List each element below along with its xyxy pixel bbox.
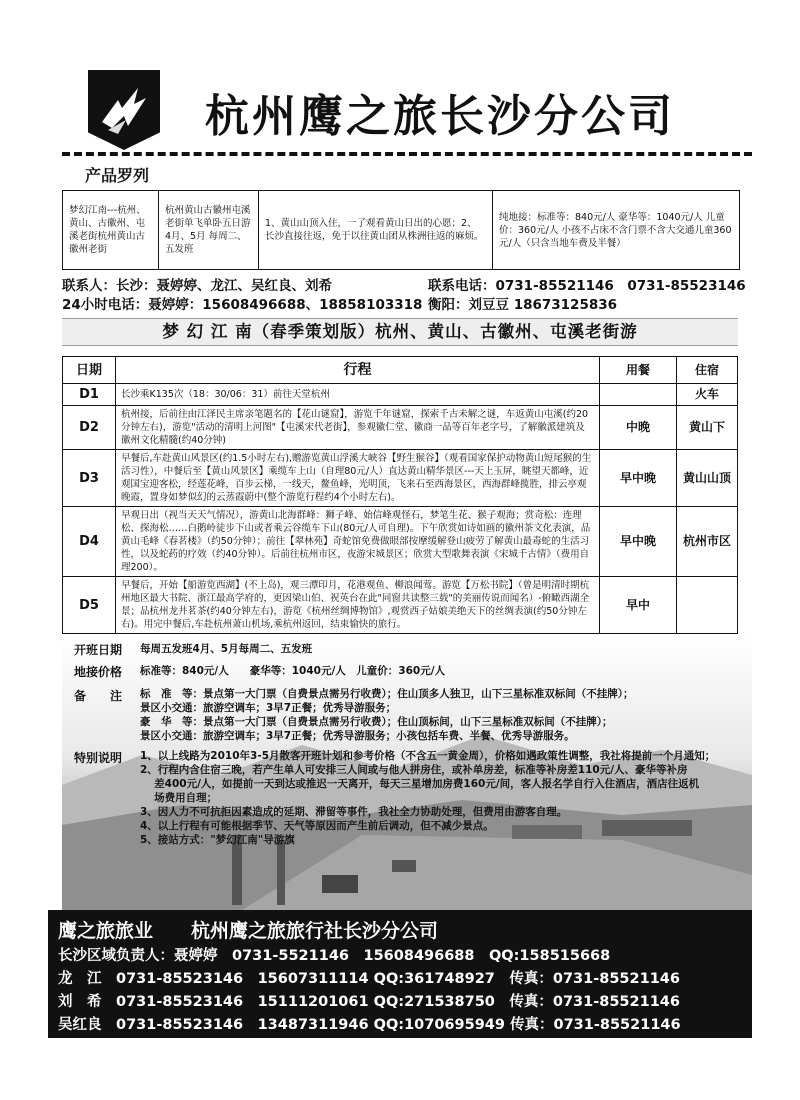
day-cell: D3 [63, 450, 116, 507]
day-cell: D5 [63, 577, 116, 634]
header-divider [62, 152, 752, 156]
price-text: 标准等：840元/人 豪华等：1040元/人 儿童价：360元/人 [140, 665, 446, 677]
remark-line: 景区小交通：旅游空调车；3早7正餐；优秀导游服务；小孩包括车费、半餐、优秀导游服务。 [140, 730, 575, 742]
footer-contact-wuhongliang: 吴红良 0731-85523146 13487311946 QQ:1070695949 传真：0731-85521146 [58, 1017, 681, 1033]
special-line: 2、行程内含住宿三晚，若产生单人可安排三人间或与他人拼房住，或补单房差，标准等补房差110元/人、豪华等补房 [140, 764, 688, 776]
table-row [63, 384, 738, 406]
meal-cell: 早中晚 [600, 507, 677, 577]
meal-cell [600, 384, 677, 406]
notes-area [62, 635, 752, 910]
table-row [63, 507, 738, 577]
remark-line: 景区小交通：旅游空调车；3早7正餐；优秀导游服务； [140, 702, 397, 714]
meal-cell: 早中晚 [600, 450, 677, 507]
footer-contact-liuxi: 刘 希 0731-85523146 15111201061 QQ:271538750 传真：0731-85521146 [58, 994, 680, 1010]
special-line: 5、接站方式："梦幻江南"导游旗 [140, 834, 295, 846]
header-meal: 用餐 [600, 357, 677, 384]
route-cell: 早观日出（视当天天气情况），游黄山北海群峰：狮子峰、始信峰观怪石，梦笔生花、猴子观海；赏奇松：连理松、探海松……白鹅岭徒步下山或者乘云谷缆车下山(80元/人可自理)。下午欣赏如诗如画的徽州茶文化表演，品黄山毛峰《春茗楼》（约50分钟）；前往【翠林苑】奇蛇馆免费做眼部按摩缓解登山疲劳了解黄山最毒蛇的生活习性，以及蛇药的疗效（约40分钟）。后前往杭州市区，夜游宋城景区；欣赏大型歌舞表演《宋城千古情》（费用自理200）。 [116, 507, 600, 577]
table-header-row [63, 357, 738, 384]
stay-cell: 黄山山顶 [677, 450, 738, 507]
table-row [63, 406, 738, 450]
header-stay: 住宿 [677, 357, 738, 384]
schedule-label: 开班日期 [74, 643, 123, 657]
product-cell: 纯地接：标准等：840元/人 豪华等：1040元/人 儿童价：360元/人 小孩不占床不含门票不含大交通儿童360元/人（只含当地车费及半餐） [499, 211, 732, 249]
special-label: 特别说明 [74, 751, 123, 765]
remark-line: 标 准 等：景点第一大门票（自费景点需另行收费）；住山顶多人独卫，山下三星标准双标间（不挂牌）； [140, 688, 634, 700]
price-label: 地接价格 [74, 665, 123, 679]
stay-cell: 火车 [677, 384, 738, 406]
meal-cell: 中晚 [600, 406, 677, 450]
meal-cell: 早中 [600, 577, 677, 634]
route-cell: 早餐后,车赴黄山风景区(约1.5小时左右),赠游览黄山浮溪大峡谷【野生猴谷】（观看国家保护动物黄山短尾猴的生活习性），中餐后至【黄山风景区】乘缆车上山（自理80元/人）直达黄山精华景区---天上玉屏，眺望天都峰，近观国宝迎客松，经莲花峰，百步云梯，一线天，鳌鱼峰，光明顶，飞来石至西海景区，西海群峰揽胜，排云亭观晚霞，置身如梦似幻的云蒸霞蔚中(整个游览行程约4个小时左右)。 [116, 450, 600, 507]
footer-contact-longjiang: 龙 江 0731-85523146 15607311114 QQ:361748927 传真：0731-85521146 [58, 971, 680, 987]
stay-cell: 杭州市区 [677, 507, 738, 577]
contact-24h: 24小时电话：聂婷婷：15608496688、18858103318 [62, 297, 423, 313]
remark-line: 豪 华 等：景点第一大门票（自费景点需另行收费）；住山顶标间，山下三星标准双标间（不挂牌）； [140, 716, 613, 728]
schedule-text: 每周五发班4月、5月每周二、五发班 [140, 643, 313, 655]
tour-banner: 梦 幻 江 南（春季策划版）杭州、黄山、古徽州、屯溪老街游 [62, 318, 738, 346]
product-cell: 梦幻江南---杭州、黄山、古徽州、屯溪老街杭州黄山古徽州老街 [63, 191, 159, 269]
products-heading: 产品罗列 [85, 166, 150, 185]
footer-region-manager: 长沙区域负责人：聂婷婷 0731-5521146 15608496688 QQ:158515668 [58, 948, 611, 964]
product-cell: 1、黄山山顶入住，一了观看黄山日出的心愿；2、长沙直接往返，免于以往黄山团从株洲往返的麻烦。 [259, 191, 493, 269]
remark-label: 备 注 [74, 689, 123, 703]
route-cell: 杭州接，后前往由江泽民主席亲笔题名的【花山谜窟】，游览千年谜窟，探索千古未解之谜，车返黄山屯溪(约20分钟左右)，游览"活动的清明上河图"【屯溪宋代老街】，参观徽仁堂、徽商一品等百年老字号，了解徽派建筑及徽州文化精髓(约40分钟) [116, 406, 600, 450]
contact-hengyang: 衡阳：刘豆豆 18673125836 [428, 297, 618, 313]
special-line: 1、以上线路为2010年3-5月散客开班计划和参考价格（不含五一黄金周），价格如遇政策性调整，我社将提前一个月通知； [140, 750, 716, 762]
footer-company: 鹰之旅旅业 杭州鹰之旅旅行社长沙分公司 [58, 920, 439, 942]
day-cell: D1 [63, 384, 116, 406]
products-box [62, 190, 740, 270]
day-cell: D4 [63, 507, 116, 577]
special-line: 4、以上行程有可能根据季节、天气等原因而产生前后调动，但不减少景点。 [140, 820, 494, 832]
special-line: 场费用自理； [140, 792, 218, 804]
stay-cell: 黄山下 [677, 406, 738, 450]
page-title: 杭州鹰之旅长沙分公司 [205, 91, 675, 142]
stay-cell [677, 577, 738, 634]
itinerary-table [62, 356, 738, 634]
special-line: 差400元/人，如提前一天到达或推迟一天离开，每天三星增加房费160元/间，客人报名学自行入住酒店，酒店往返机 [140, 778, 700, 790]
eagle-logo-icon [88, 70, 160, 150]
special-line: 3、因人力不可抗拒因素造成的延期、滞留等事件，我社全力协助处理，但费用由游客自理。 [140, 806, 568, 818]
route-cell: 早餐后，开始【船游览西湖】(不上岛)，观三潭印月，花港观鱼、柳浪闻莺。游览【万松书院】（曾是明清时期杭州地区最大书院、浙江最高学府的，更因梁山伯、祝英台在此"同窗共读整三载"的美丽传说而闻名）-俯瞰西湖全景；品杭州龙井茗茶(约40分钟左右)，游览《杭州丝绸博物馆》,观赏西子姑娘美绝天下的丝绸表演(约50分钟左右)。用完中餐后,车赴杭州萧山机场,乘杭州返回，结束愉快的旅行。 [116, 577, 600, 634]
table-row [63, 450, 738, 507]
header-day: 日期 [63, 357, 116, 384]
contact-people: 联系人：长沙：聂婷婷、龙江、吴红良、刘希 [62, 278, 332, 294]
route-cell: 长沙乘K135次（18：30/06：31）前往天堂杭州 [116, 384, 600, 406]
contact-phones: 联系电话：0731-85521146 0731-85523146 [428, 278, 746, 294]
footer-contacts [48, 910, 752, 1038]
product-cell: 杭州黄山古徽州屯溪老街单飞单卧五日游 4月、5月 每周二、五发班 [159, 191, 259, 269]
header-route: 行程 [116, 357, 600, 384]
table-row [63, 577, 738, 634]
day-cell: D2 [63, 406, 116, 450]
